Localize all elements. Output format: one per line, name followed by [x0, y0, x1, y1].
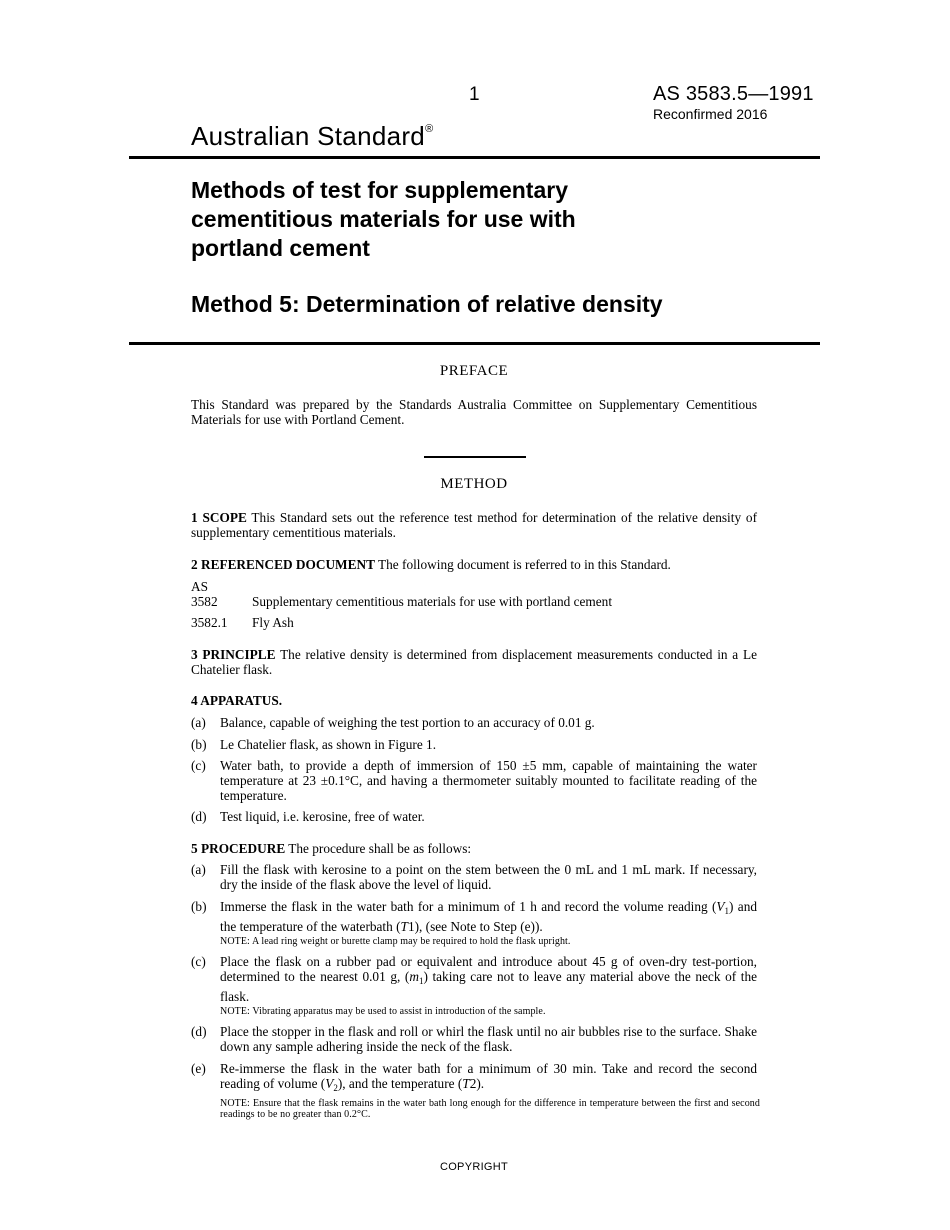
apparatus-item — [191, 758, 757, 803]
apparatus-heading — [191, 693, 757, 708]
referenced-title: Supplementary cementitious materials for use with portland cement — [252, 594, 613, 609]
title-rule — [129, 342, 820, 345]
principle-text: The relative density is determined from displacement measurements conducted in a Le Chatelier flask. — [191, 647, 757, 677]
referenced-code: 3582.1 — [191, 615, 228, 630]
apparatus-heading-text: 4 APPARATUS. — [191, 693, 283, 708]
referenced-document-row — [191, 615, 294, 630]
item-text: Test liquid, i.e. kerosine, free of water. — [220, 809, 425, 824]
referenced-title: Fly Ash — [252, 615, 294, 630]
step-c-note: NOTE: Vibrating apparatus may be used to assist in introduction of the sample. — [220, 1006, 546, 1017]
registered-mark: ® — [425, 123, 434, 135]
procedure-step-a — [191, 862, 757, 892]
step-text: Place the stopper in the flask and roll or whirl the flask until no air bubbles rise to the surface. Shake down any sample adhering inside the neck of the flask. — [220, 1024, 757, 1054]
step-text-part: Re-immerse the flask in the water bath for a minimum of 30 min. Take and record the second reading of volume ( — [220, 1061, 757, 1091]
preface-text: This Standard was prepared by the Standards Australia Committee on Supplementary Cementitious Materials for use with Portland Cement. — [191, 397, 757, 427]
principle-heading: 3 PRINCIPLE — [191, 647, 276, 662]
procedure-step-b — [191, 899, 757, 934]
step-text-part: ), and the temperature ( — [337, 1076, 463, 1091]
variable: T — [400, 919, 408, 934]
step-text-part: ) and the temperature of the waterbath ( — [220, 899, 757, 934]
referenced-document-row — [191, 594, 612, 609]
principle-section — [191, 647, 757, 677]
apparatus-item — [191, 715, 757, 730]
scope-heading: 1 SCOPE — [191, 510, 247, 525]
referenced-code: 3582 — [191, 594, 218, 609]
step-text-part: Immerse the flask in the water bath for a minimum of 1 h and record the volume reading ( — [220, 899, 717, 914]
step-label: (c) — [191, 954, 206, 969]
scope-text: This Standard sets out the reference test method for determination of the relative density of supplementary cementitious materials. — [191, 510, 757, 540]
item-text: Balance, capable of weighing the test portion to an accuracy of 0.01 g. — [220, 715, 595, 730]
item-label: (a) — [191, 715, 206, 730]
variable: V — [325, 1076, 334, 1091]
section-divider — [424, 456, 526, 458]
step-text — [220, 1061, 757, 1096]
step-label: (b) — [191, 899, 207, 914]
item-label: (b) — [191, 737, 207, 752]
variable: T — [462, 1076, 470, 1091]
step-b-note: NOTE: A lead ring weight or burette clamp may be required to hold the flask upright. — [220, 936, 571, 947]
referenced-prefix: AS — [191, 579, 208, 594]
header-rule — [129, 156, 820, 159]
procedure-step-e — [191, 1061, 757, 1096]
variable: m — [409, 969, 419, 984]
scope-section — [191, 510, 757, 540]
item-text: Water bath, to provide a depth of immersion of 150 ±5 mm, capable of maintaining the water temperature at 23 ±0.1°C, and having a thermometer suitably mounted to facilitate reading of the temperature. — [220, 758, 757, 803]
step-text-part: 1), (see Note to Step (e)). — [407, 919, 543, 934]
procedure-step-c — [191, 954, 757, 1004]
item-label: (d) — [191, 809, 207, 824]
procedure-heading: 5 PROCEDURE — [191, 841, 286, 856]
item-label: (c) — [191, 758, 206, 773]
apparatus-item — [191, 737, 757, 752]
item-text: Le Chatelier flask, as shown in Figure 1. — [220, 737, 437, 752]
page-number: 1 — [469, 84, 480, 105]
publisher-title-text: Australian Standard — [191, 121, 426, 151]
subscript: 1 — [724, 906, 730, 916]
step-text — [220, 954, 757, 1004]
standard-number: AS 3583.5—1991 — [653, 83, 814, 105]
subscript: 1 — [418, 976, 424, 986]
procedure-text: The procedure shall be as follows: — [285, 841, 472, 856]
procedure-step-d — [191, 1024, 757, 1054]
reconfirmed-note: Reconfirmed 2016 — [653, 106, 768, 122]
subscript: 2 — [333, 1083, 338, 1093]
method-title: Method 5: Determination of relative density — [191, 291, 663, 317]
step-text-part: Place the flask on a rubber pad or equivalent and introduce about 45 g of oven-dry test-portion, determined to the nearest 0.01 g, ( — [220, 954, 757, 984]
step-label: (a) — [191, 862, 206, 877]
referenced-heading: 2 REFERENCED DOCUMENT — [191, 557, 375, 572]
apparatus-item — [191, 809, 757, 824]
title-line-2: cementitious materials for use with — [191, 206, 576, 232]
referenced-section — [191, 557, 757, 572]
title-line-3: portland cement — [191, 235, 370, 261]
step-text-part: 2). — [469, 1076, 485, 1091]
title-line-1: Methods of test for supplementary — [191, 177, 568, 203]
step-text: Fill the flask with kerosine to a point on the stem between the 0 mL and 1 mL mark. If necessary, dry the inside of the flask above the level of liquid. — [220, 862, 757, 892]
referenced-text: The following document is referred to in this Standard. — [374, 557, 671, 572]
preface-heading: PREFACE — [439, 363, 509, 379]
step-label: (e) — [191, 1061, 206, 1076]
copyright-footer: COPYRIGHT — [439, 1161, 509, 1173]
procedure-section — [191, 841, 757, 856]
step-label: (d) — [191, 1024, 207, 1039]
step-text — [220, 899, 757, 934]
step-e-note: NOTE: Ensure that the flask remains in the water bath long enough for the difference in temperature between the first and second readings to be no greater than 0.2°C. — [220, 1098, 760, 1120]
step-text-part: ) taking care not to leave any material above the neck of the flask. — [220, 969, 757, 1004]
method-heading: METHOD — [440, 476, 508, 492]
document-title — [191, 176, 791, 263]
publisher-title — [191, 121, 433, 152]
variable: V — [716, 899, 725, 914]
